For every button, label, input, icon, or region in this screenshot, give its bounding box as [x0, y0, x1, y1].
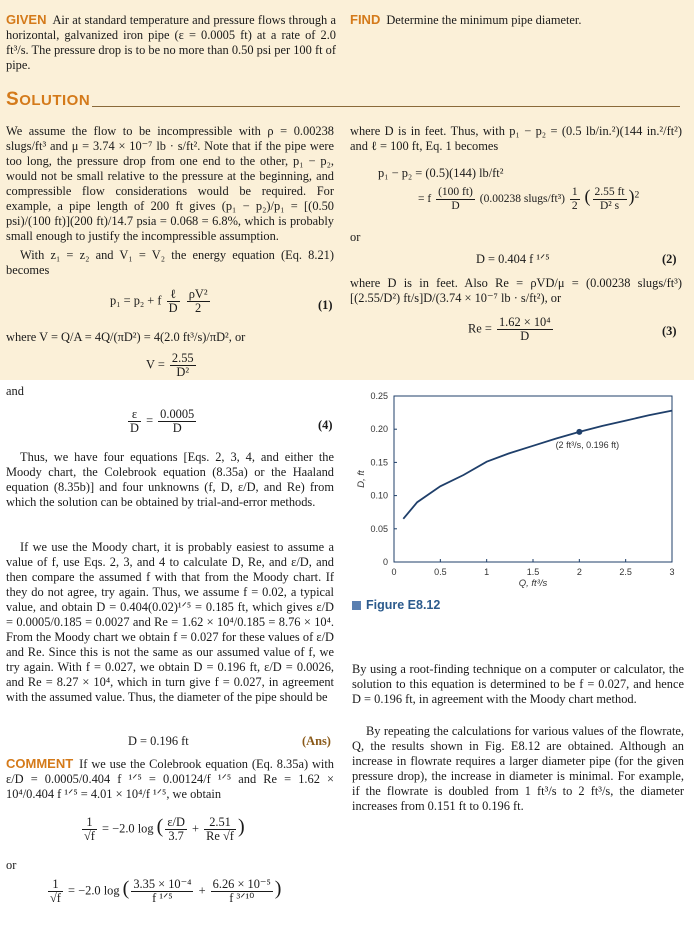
solution-left-para2: With z₁ = z₂ and V₁ = V₂ the energy equation (Eq. 8.21) becomes	[6, 248, 334, 277]
y-tick-label: 0.15	[370, 457, 388, 468]
comment-block	[6, 756, 334, 802]
given-label: GIVEN	[6, 12, 47, 27]
x-tick-label: 1	[484, 567, 490, 577]
y-tick-label: 0	[382, 557, 388, 567]
equation-1: p₁ = p₂ + f $\frac{\text{ℓ}}{D}$ $\frac{\text{ρV²}}{2}$	[110, 287, 208, 315]
answer-tag: (Ans)	[302, 734, 331, 748]
and-text: and	[6, 384, 24, 398]
equation-v: V = $\frac{2.55}{\text{D²}}$	[146, 351, 194, 379]
colebrook-eq-2: $\frac{1}{√f}$ = −2.0 log ( $\frac{\text{3.35 × 10⁻⁴}}{\text{f ¹ᐟ⁵}}$ + $\frac{\text{6.26 × 10⁻⁵}}{\text{f ³ᐟ¹⁰}}$ )	[50, 877, 282, 905]
marker-point	[576, 429, 582, 435]
lower-para1: Thus, we have four equations [Eqs. 2, 3, 4, and either the Moody chart, the Colebrook equation (8.35a) or the Haaland equation (8.35b)] and four unknowns (f, D, ε/D, and Re) from which the solution can be obtained by trial-and-error methods.	[6, 450, 334, 509]
figure-e8-12-chart	[352, 390, 682, 590]
x-tick-label: 2.5	[619, 567, 632, 577]
equation-3: Re = $\frac{\text{1.62 × 10⁴}}{D}$	[468, 315, 551, 343]
x-tick-label: 3	[669, 567, 675, 577]
solution-right-para2: where D is in feet. Also Re = ρVD/μ = (0.00238 slugs/ft³) [(2.55/D²) ft/s]D/(3.74 × 10⁻⁷ lb · s/ft²), or	[350, 276, 682, 305]
comment-label: COMMENT	[6, 756, 74, 771]
equation-r1: p₁ − p₂ = (0.5)(144) lb/ft²	[378, 166, 504, 180]
figure-label: Figure E8.12	[352, 598, 440, 613]
marker-annotation: (2 ft³/s, 0.196 ft)	[555, 439, 620, 450]
find-label: FIND	[350, 12, 381, 27]
y-tick-label: 0.20	[370, 424, 388, 435]
y-axis-label: D, ft	[356, 470, 367, 488]
solution-right-para1: where D is in feet. Thus, with p₁ − p₂ = (0.5 lb/in.²)(144 in.²/ft²) and ℓ = 100 ft, Eq. 1 becomes	[350, 124, 682, 153]
equation-4: $\frac{\varepsilon}{D}$ = $\frac{0.0005}{D}$	[130, 407, 195, 435]
equation-4-number: (4)	[318, 418, 333, 432]
colebrook-eq-1: $\frac{1}{√f}$ = −2.0 log ( $\frac{\varepsilon/D}{3.7}$ + $\frac{2.51}{Re √f}$ )	[84, 815, 245, 843]
lower-para2: If we use the Moody chart, it is probably easiest to assume a value of f, use Eqs. 2, 3, and 4 to calculate D, Re, and ε/D, and then compare the assumed f with that from the Moody chart. If they do not agree, try again. Thus, we assume f = 0.02, a typical value, and obtain D = 0.404(0.02)¹ᐟ⁵ = 0.185 ft, which gives ε/D = 0.0005/0.185 = 0.0027 and Re = 1.62 × 10⁴/0.185 = 8.76 × 10⁴. From the Moody chart we obtain f = 0.027 for these values of ε/D and Re. Since this is not the same as our assumed value of f, we try again. With f = 0.027, we obtain D = 0.196 ft, ε/D = 0.0026, and Re = 8.27 × 10⁴, which in turn give f = 0.027, in agreement with the assumed value. Thus, the diameter of the pipe should be	[6, 540, 334, 704]
comment-text: If we use the Colebrook equation (Eq. 8.35a) with ε/D = 0.0005/0.404 f ¹ᐟ⁵ = 0.00124/f ¹ᐟ⁵ and Re = 1.62 × 10⁴/0.404 f ¹ᐟ⁵ = 4.01 × 10⁴/f ¹ᐟ⁵, we obtain	[6, 757, 334, 801]
y-tick-label: 0.05	[370, 523, 388, 534]
solution-title: SOLUTION	[6, 89, 91, 110]
given-text: Air at standard temperature and pressure flows through a horizontal, galvanized iron pipe (ε = 0.0005 ft) at a rate of 2.0 ft³/s. The pressure drop is to be no more than 0.50 psi per 100 ft of pipe.	[6, 13, 336, 72]
chart-frame	[394, 396, 672, 562]
x-tick-label: 1.5	[526, 567, 540, 577]
y-tick-label: 0.25	[370, 391, 388, 401]
equation-1-number: (1)	[318, 298, 333, 312]
answer-equation: D = 0.196 ft	[128, 734, 189, 748]
equation-2: D = 0.404 f ¹ᐟ⁵	[476, 252, 550, 266]
equation-2-number: (2)	[662, 252, 677, 266]
x-tick-label: 0.5	[434, 567, 447, 577]
equation-3-number: (3)	[662, 324, 677, 338]
find-block	[350, 12, 680, 28]
equation-r2: = f $\frac{(100 ft)}{D}$ (0.00238 slugs/ft³) $\frac{1}{2}$ ( $\frac{2.55 ft}{\text{D² s}}$ )$^2$	[418, 186, 640, 212]
solution-rule	[92, 106, 680, 107]
given-block	[6, 12, 336, 73]
figure-label-square	[352, 601, 361, 610]
x-tick-label: 2	[576, 567, 582, 577]
y-tick-label: 0.10	[370, 490, 388, 501]
or-2: or	[6, 858, 17, 872]
lower-right-para2: By repeating the calculations for various values of the flowrate, Q, the results shown in Fig. E8.12 are obtained. Although an increase in flowrate requires a larger diameter pipe (for the given pressure drop), the increase in diameter is minimal. For example, if the flowrate is doubled from 1 ft³/s to 2 ft³/s, the diameter increases from 0.151 ft to 0.196 ft.	[352, 724, 684, 813]
x-axis-label: Q, ft³/s	[518, 578, 548, 589]
or-1: or	[350, 230, 361, 244]
solution-left-para1: We assume the flow to be incompressible with ρ = 0.00238 slugs/ft³ and μ = 3.74 × 10⁻⁷ lb · s/ft². Note that if the pipe were too long, the pressure drop from one end to the other, p₁ − p₂, would not be small relative to the pressure at the beginning, and compressible flow considerations would be required. For example, a pipe length of 200 ft gives (p₁ − p₂)/p₁ = [(0.50 psi)/(100 ft)](200 ft)/14.7 psia = 0.068 = 6.8%, which is probably small enough to justify the incompressible assumption.	[6, 124, 334, 243]
lower-right-para1: By using a root-finding technique on a computer or calculator, the solution to this equation is determined to be f = 0.027, and hence D = 0.196 ft, in agreement with the Moody chart method.	[352, 662, 684, 706]
where-v-text: where V = Q/A = 4Q/(πD²) = 4(2.0 ft³/s)/πD², or	[6, 330, 246, 344]
x-tick-label: 0	[391, 567, 397, 577]
find-text: Determine the minimum pipe diameter.	[386, 13, 582, 27]
